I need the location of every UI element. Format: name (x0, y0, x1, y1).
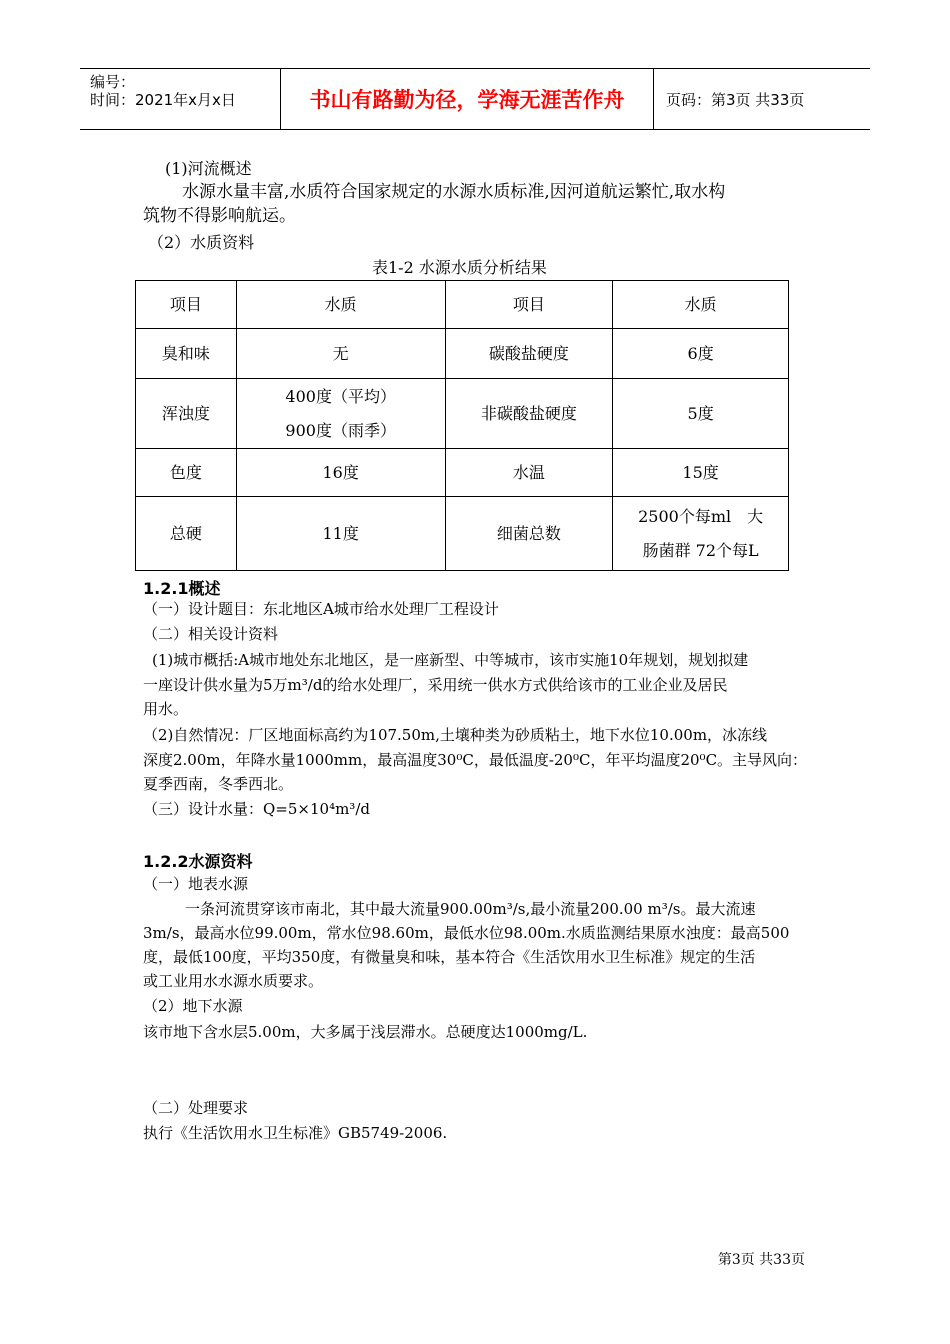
water-quality-table (135, 280, 789, 571)
table-cell (236, 379, 445, 449)
cell-line: 肠菌群 72个每L (642, 540, 759, 560)
treatment-text-line: 执行《生活饮用水卫生标准》GB5749-2006. (143, 1124, 448, 1142)
table-cell: 非碳酸盐硬度 (445, 379, 613, 449)
surface-text-line: 一条河流贯穿该市南北，其中最大流量900.00m³/s,最小流量200.00 m³/s。最大流速 (185, 900, 756, 918)
table-cell: 水温 (445, 449, 613, 497)
table-cell: 11度 (236, 497, 445, 571)
surface-heading: （一）地表水源 (143, 875, 249, 893)
treatment-heading: （二）处理要求 (143, 1099, 249, 1117)
table-cell: 碳酸盐硬度 (445, 329, 613, 379)
city-text-line: (1)城市概括:A城市地处东北地区，是一座新型、中等城市，该市实施10年规划，规划拟建 (152, 651, 749, 669)
table-row (136, 379, 789, 449)
river-heading: (1)河流概述 (165, 159, 252, 178)
table-row (136, 449, 789, 497)
header-page-number: 页码：第3页 共33页 (666, 90, 805, 109)
cell-line: 2500个每ml 大 (638, 506, 764, 526)
city-text-line: 一座设计供水量为5万m³/d的给水处理厂，采用统一供水方式供给该市的工业企业及居民 (143, 676, 728, 694)
table-cell: 总硬 (136, 497, 237, 571)
section-title-source: 1.2.2水源资料 (143, 852, 253, 871)
table-cell: 细菌总数 (445, 497, 613, 571)
code-label: 编号： (90, 73, 136, 91)
surface-text-line: 3m/s，最高水位99.00m，常水位98.60m，最低水位98.00m.水质监测结果原水浊度：最高500 (143, 924, 790, 942)
table-row (136, 329, 789, 379)
cell-line: 400度（平均） (285, 386, 396, 406)
overview-item: （二）相关设计资料 (143, 625, 279, 643)
table-cell: 无 (236, 329, 445, 379)
ground-text-line: 该市地下含水层5.00m，大多属于浅层滞水。总硬度达1000mg/L. (143, 1023, 588, 1041)
table-row (136, 497, 789, 571)
nature-text-line: （2)自然情况：厂区地面标高约为107.50m,土壤种类为砂质粘土，地下水位10.00m，冰冻线 (143, 726, 768, 744)
ground-heading: （2）地下水源 (143, 997, 243, 1015)
surface-text-line: 度，最低100度，平均350度，有微量臭和味，基本符合《生活饮用水卫生标准》规定的生活 (143, 948, 756, 966)
surface-text-line: 或工业用水水源水质要求。 (143, 972, 324, 990)
city-text-line: 用水。 (143, 700, 189, 718)
table-cell: 16度 (236, 449, 445, 497)
header-cell-value: 水质 (613, 281, 789, 329)
table-cell: 5度 (613, 379, 789, 449)
table-header-row (136, 281, 789, 329)
table-cell (613, 497, 789, 571)
date-label: 时间：2021年x月x日 (90, 91, 236, 109)
cell-line: 900度（雨季） (285, 420, 396, 440)
water-quality-heading: （2）水质资料 (148, 233, 255, 252)
overview-item: （一）设计题目：东北地区A城市给水处理厂工程设计 (143, 600, 499, 618)
design-flow: （三）设计水量：Q=5×10⁴m³/d (143, 800, 370, 818)
header-meta (80, 69, 281, 129)
table-cell: 15度 (613, 449, 789, 497)
header-cell-item: 项目 (445, 281, 613, 329)
nature-text-line: 深度2.00m，年降水量1000mm，最高温度30⁰C，最低温度-20⁰C，年平均温度20⁰C。主导风向： (143, 751, 808, 769)
nature-text-line: 夏季西南，冬季西北。 (143, 775, 294, 793)
river-text-line: 筑物不得影响航运。 (143, 206, 296, 226)
table-cell: 浑浊度 (136, 379, 237, 449)
page-header (80, 68, 870, 130)
table-cell: 色度 (136, 449, 237, 497)
section-title-overview: 1.2.1概述 (143, 579, 221, 598)
header-motto: 书山有路勤为径，学海无涯苦作舟 (281, 69, 654, 129)
river-text-line: 水源水量丰富,水质符合国家规定的水源水质标准,因河道航运繁忙,取水构 (182, 182, 726, 202)
page-footer: 第3页 共33页 (717, 1252, 805, 1268)
table-cell: 臭和味 (136, 329, 237, 379)
table-caption: 表1-2 水源水质分析结果 (372, 258, 547, 277)
header-cell-item: 项目 (136, 281, 237, 329)
table-cell: 6度 (613, 329, 789, 379)
header-cell-value: 水质 (236, 281, 445, 329)
